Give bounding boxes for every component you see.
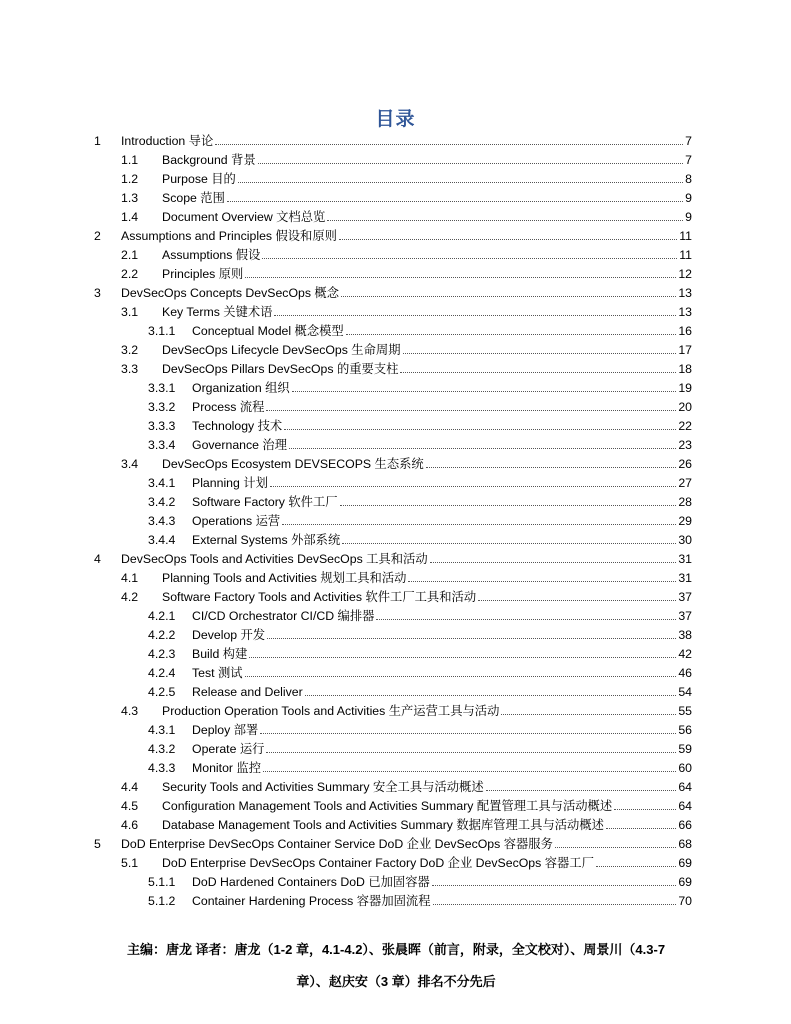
toc-entry[interactable] bbox=[94, 740, 692, 759]
toc-entry-number: 3.3.2 bbox=[148, 400, 176, 414]
toc-dot-leader bbox=[408, 581, 676, 582]
toc-entry-page-number: 16 bbox=[678, 324, 692, 338]
toc-dot-leader bbox=[249, 657, 676, 658]
toc-entry-number: 4.3.3 bbox=[148, 761, 176, 775]
toc-entry-number: 4 bbox=[94, 552, 101, 566]
toc-entry-number: 4.3.2 bbox=[148, 742, 176, 756]
toc-entry-label: Document Overview 文档总览 bbox=[162, 210, 326, 224]
toc-entry[interactable] bbox=[94, 550, 692, 569]
toc-entry-label: DevSecOps Tools and Activities DevSecOps 工具和活动 bbox=[121, 552, 428, 566]
toc-entry-label: Release and Deliver bbox=[192, 685, 303, 699]
toc-entry-page-number: 19 bbox=[678, 381, 692, 395]
toc-entry-label: Deploy 部署 bbox=[192, 723, 259, 737]
toc-entry-number: 4.2.5 bbox=[148, 685, 176, 699]
toc-entry-label: Container Hardening Process 容器加固流程 bbox=[192, 894, 431, 908]
toc-entry-label: DevSecOps Lifecycle DevSecOps 生命周期 bbox=[162, 343, 401, 357]
toc-entry-label: DoD Enterprise DevSecOps Container Service DoD 企业 DevSecOps 容器服务 bbox=[121, 837, 553, 851]
toc-entry-number: 2.1 bbox=[121, 248, 139, 262]
toc-dot-leader bbox=[342, 543, 676, 544]
toc-entry-number: 4.2.2 bbox=[148, 628, 176, 642]
toc-entry[interactable] bbox=[94, 797, 692, 816]
toc-dot-leader bbox=[614, 809, 676, 810]
toc-entry-page-number: 23 bbox=[678, 438, 692, 452]
toc-entry-number: 3 bbox=[94, 286, 101, 300]
toc-dot-leader bbox=[258, 163, 684, 164]
toc-entry-number: 4.2.4 bbox=[148, 666, 176, 680]
toc-entry-page-number: 9 bbox=[685, 191, 692, 205]
toc-entry-number: 3.1 bbox=[121, 305, 139, 319]
toc-entry[interactable] bbox=[94, 436, 692, 455]
toc-entry-label: Principles 原则 bbox=[162, 267, 244, 281]
toc-entry-page-number: 37 bbox=[678, 609, 692, 623]
toc-entry-page-number: 64 bbox=[678, 780, 692, 794]
toc-entry-label: Purpose 目的 bbox=[162, 172, 236, 186]
toc-entry-page-number: 7 bbox=[685, 153, 692, 167]
toc-dot-leader bbox=[305, 695, 677, 696]
toc-entry-label: Software Factory Tools and Activities 软件工厂工具和活动 bbox=[162, 590, 477, 604]
toc-entry-number: 3.2 bbox=[121, 343, 139, 357]
toc-entry-page-number: 17 bbox=[678, 343, 692, 357]
toc-entry-page-number: 26 bbox=[678, 457, 692, 471]
toc-entry-page-number: 29 bbox=[678, 514, 692, 528]
toc-dot-leader bbox=[596, 866, 676, 867]
toc-entry-label: Security Tools and Activities Summary 安全工具与活动概述 bbox=[162, 780, 484, 794]
toc-entry[interactable] bbox=[94, 702, 692, 721]
toc-entry-number: 1.2 bbox=[121, 172, 139, 186]
toc-entry[interactable] bbox=[94, 721, 692, 740]
toc-entry-label: Operate 运行 bbox=[192, 742, 265, 756]
toc-entry-number: 1.4 bbox=[121, 210, 139, 224]
toc-dot-leader bbox=[245, 277, 676, 278]
toc-entry-page-number: 42 bbox=[678, 647, 692, 661]
toc-entry-label: External Systems 外部系统 bbox=[192, 533, 341, 547]
toc-entry-label: Production Operation Tools and Activities 生产运营工具与活动 bbox=[162, 704, 500, 718]
toc-entry-label: Introduction 导论 bbox=[121, 134, 214, 148]
toc-dot-leader bbox=[346, 334, 677, 335]
toc-entry-page-number: 22 bbox=[678, 419, 692, 433]
toc-entry-number: 1.1 bbox=[121, 153, 139, 167]
toc-entry[interactable] bbox=[94, 284, 692, 303]
toc-entry[interactable] bbox=[94, 607, 692, 626]
toc-entry[interactable] bbox=[94, 379, 692, 398]
toc-entry-page-number: 31 bbox=[678, 552, 692, 566]
toc-entry-page-number: 38 bbox=[678, 628, 692, 642]
toc-entry-page-number: 13 bbox=[678, 286, 692, 300]
toc-entry[interactable] bbox=[94, 778, 692, 797]
toc-dot-leader bbox=[327, 220, 683, 221]
toc-entry-page-number: 60 bbox=[678, 761, 692, 775]
toc-entry-page-number: 68 bbox=[678, 837, 692, 851]
toc-entry[interactable] bbox=[94, 341, 692, 360]
toc-dot-leader bbox=[432, 885, 676, 886]
toc-entry-page-number: 37 bbox=[678, 590, 692, 604]
toc-entry[interactable] bbox=[94, 645, 692, 664]
toc-entry-label: Technology 技术 bbox=[192, 419, 283, 433]
toc-dot-leader bbox=[340, 505, 677, 506]
toc-entry-label: Organization 组织 bbox=[192, 381, 290, 395]
toc-entry-label: Test 测试 bbox=[192, 666, 243, 680]
toc-entry-label: Key Terms 关键术语 bbox=[162, 305, 273, 319]
toc-dot-leader bbox=[430, 562, 677, 563]
toc-entry-page-number: 31 bbox=[678, 571, 692, 585]
toc-entry-number: 2.2 bbox=[121, 267, 139, 281]
toc-entry[interactable] bbox=[94, 873, 692, 892]
toc-dot-leader bbox=[266, 752, 676, 753]
toc-entry-label: DevSecOps Pillars DevSecOps 的重要支柱 bbox=[162, 362, 399, 376]
toc-dot-leader bbox=[555, 847, 676, 848]
toc-entry[interactable] bbox=[94, 360, 692, 379]
toc-dot-leader bbox=[215, 144, 683, 145]
toc-entry-label: Planning 计划 bbox=[192, 476, 268, 490]
toc-entry-number: 3.3.3 bbox=[148, 419, 176, 433]
toc-entry[interactable] bbox=[94, 398, 692, 417]
toc-entry-number: 5.1 bbox=[121, 856, 139, 870]
toc-entry-page-number: 55 bbox=[678, 704, 692, 718]
toc-entry[interactable] bbox=[94, 132, 692, 151]
toc-entry[interactable] bbox=[94, 512, 692, 531]
toc-entry-label: Database Management Tools and Activities Summary 数据库管理工具与活动概述 bbox=[162, 818, 604, 832]
toc-entry-label: Assumptions and Principles 假设和原则 bbox=[121, 229, 337, 243]
toc-entry[interactable] bbox=[94, 322, 692, 341]
toc-entry-number: 5 bbox=[94, 837, 101, 851]
credits-line-1: 主编：唐龙 译者：唐龙（1-2 章，4.1-4.2）、张晨晖（前言，附录，全文校对）、周景川（4.3-7 bbox=[126, 942, 666, 957]
toc-entry-label: DevSecOps Ecosystem DEVSECOPS 生态系统 bbox=[162, 457, 424, 471]
toc-entry[interactable] bbox=[94, 664, 692, 683]
toc-entry-page-number: 8 bbox=[685, 172, 692, 186]
toc-entry[interactable] bbox=[94, 170, 692, 189]
toc-entry-label: Governance 治理 bbox=[192, 438, 288, 452]
toc-entry-label: DoD Hardened Containers DoD 已加固容器 bbox=[192, 875, 430, 889]
toc-dot-leader bbox=[341, 296, 676, 297]
toc-entry[interactable] bbox=[94, 683, 692, 702]
toc-dot-leader bbox=[267, 638, 676, 639]
toc-entry-label: Build 构建 bbox=[192, 647, 248, 661]
toc-dot-leader bbox=[284, 429, 676, 430]
toc-entry[interactable] bbox=[94, 455, 692, 474]
toc-entry[interactable] bbox=[94, 151, 692, 170]
toc-entry-label: Configuration Management Tools and Activities Summary 配置管理工具与活动概述 bbox=[162, 799, 613, 813]
toc-entry-number: 4.1 bbox=[121, 571, 139, 585]
toc-entry-number: 4.4 bbox=[121, 780, 139, 794]
toc-entry-label: Assumptions 假设 bbox=[162, 248, 261, 262]
toc-entry-page-number: 70 bbox=[678, 894, 692, 908]
toc-entry[interactable] bbox=[94, 854, 692, 873]
toc-entry[interactable] bbox=[94, 189, 692, 208]
toc-dot-leader bbox=[426, 467, 677, 468]
toc-entry[interactable] bbox=[94, 835, 692, 854]
table-of-contents bbox=[94, 132, 692, 911]
toc-entry[interactable] bbox=[94, 816, 692, 835]
toc-entry[interactable] bbox=[94, 569, 692, 588]
toc-entry-page-number: 20 bbox=[678, 400, 692, 414]
toc-entry[interactable] bbox=[94, 265, 692, 284]
toc-entry[interactable] bbox=[94, 892, 692, 911]
toc-entry[interactable] bbox=[94, 759, 692, 778]
toc-dot-leader bbox=[606, 828, 676, 829]
toc-entry-number: 4.2 bbox=[121, 590, 139, 604]
toc-dot-leader bbox=[263, 771, 676, 772]
toc-dot-leader bbox=[289, 448, 676, 449]
toc-entry-page-number: 12 bbox=[678, 267, 692, 281]
toc-entry-label: Scope 范围 bbox=[162, 191, 225, 205]
toc-dot-leader bbox=[238, 182, 683, 183]
toc-entry-label: Develop 开发 bbox=[192, 628, 266, 642]
toc-entry-number: 4.2.3 bbox=[148, 647, 176, 661]
toc-entry-number: 4.5 bbox=[121, 799, 139, 813]
toc-entry-page-number: 11 bbox=[679, 229, 692, 243]
toc-entry-page-number: 46 bbox=[678, 666, 692, 680]
toc-entry-number: 3.4.3 bbox=[148, 514, 176, 528]
toc-dot-leader bbox=[260, 733, 676, 734]
toc-entry-label: Background 背景 bbox=[162, 153, 256, 167]
toc-entry-number: 3.4.1 bbox=[148, 476, 176, 490]
toc-entry[interactable] bbox=[94, 227, 692, 246]
toc-entry-number: 3.3.4 bbox=[148, 438, 176, 452]
toc-entry-page-number: 13 bbox=[678, 305, 692, 319]
toc-entry-page-number: 30 bbox=[678, 533, 692, 547]
toc-entry-page-number: 11 bbox=[679, 248, 692, 262]
toc-entry-number: 4.3.1 bbox=[148, 723, 176, 737]
toc-entry[interactable] bbox=[94, 303, 692, 322]
toc-entry[interactable] bbox=[94, 588, 692, 607]
toc-entry[interactable] bbox=[94, 493, 692, 512]
toc-entry-number: 3.4 bbox=[121, 457, 139, 471]
toc-entry-number: 3.4.4 bbox=[148, 533, 176, 547]
toc-entry-label: Conceptual Model 概念模型 bbox=[192, 324, 344, 338]
toc-entry-number: 4.6 bbox=[121, 818, 139, 832]
toc-entry[interactable] bbox=[94, 417, 692, 436]
toc-dot-leader bbox=[339, 239, 677, 240]
toc-dot-leader bbox=[433, 904, 677, 905]
toc-entry-label: Software Factory 软件工厂 bbox=[192, 495, 338, 509]
toc-entry-number: 5.1.1 bbox=[148, 875, 176, 889]
toc-entry-label: CI/CD Orchestrator CI/CD 编排器 bbox=[192, 609, 375, 623]
toc-dot-leader bbox=[501, 714, 676, 715]
toc-dot-leader bbox=[262, 258, 677, 259]
toc-entry-number: 4.3 bbox=[121, 704, 139, 718]
toc-dot-leader bbox=[245, 676, 677, 677]
toc-entry-page-number: 69 bbox=[678, 856, 692, 870]
toc-entry-number: 3.3.1 bbox=[148, 381, 176, 395]
toc-dot-leader bbox=[478, 600, 676, 601]
toc-entry-page-number: 66 bbox=[678, 818, 692, 832]
toc-entry-page-number: 9 bbox=[685, 210, 692, 224]
credits bbox=[80, 934, 712, 998]
toc-entry[interactable] bbox=[94, 474, 692, 493]
toc-entry-page-number: 18 bbox=[678, 362, 692, 376]
toc-entry-page-number: 64 bbox=[678, 799, 692, 813]
toc-dot-leader bbox=[400, 372, 676, 373]
toc-entry-number: 3.1.1 bbox=[148, 324, 176, 338]
toc-entry-page-number: 7 bbox=[685, 134, 692, 148]
toc-dot-leader bbox=[486, 790, 677, 791]
toc-entry-page-number: 27 bbox=[678, 476, 692, 490]
toc-entry-number: 2 bbox=[94, 229, 101, 243]
toc-dot-leader bbox=[282, 524, 676, 525]
toc-entry[interactable] bbox=[94, 246, 692, 265]
toc-entry-label: DevSecOps Concepts DevSecOps 概念 bbox=[121, 286, 340, 300]
toc-entry-label: Planning Tools and Activities 规划工具和活动 bbox=[162, 571, 407, 585]
toc-entry-page-number: 54 bbox=[678, 685, 692, 699]
toc-entry-number: 1.3 bbox=[121, 191, 139, 205]
toc-entry-number: 4.2.1 bbox=[148, 609, 176, 623]
toc-entry-label: Monitor 监控 bbox=[192, 761, 262, 775]
toc-entry-number: 1 bbox=[94, 134, 101, 148]
toc-entry[interactable] bbox=[94, 626, 692, 645]
toc-entry-page-number: 59 bbox=[678, 742, 692, 756]
toc-entry-number: 5.1.2 bbox=[148, 894, 176, 908]
toc-dot-leader bbox=[274, 315, 676, 316]
toc-entry-number: 3.4.2 bbox=[148, 495, 176, 509]
toc-dot-leader bbox=[376, 619, 676, 620]
toc-entry-number: 3.3 bbox=[121, 362, 139, 376]
toc-dot-leader bbox=[270, 486, 676, 487]
toc-dot-leader bbox=[403, 353, 677, 354]
toc-entry[interactable] bbox=[94, 531, 692, 550]
toc-entry-page-number: 56 bbox=[678, 723, 692, 737]
toc-entry-label: Process 流程 bbox=[192, 400, 265, 414]
toc-dot-leader bbox=[292, 391, 677, 392]
toc-entry-page-number: 28 bbox=[678, 495, 692, 509]
toc-entry-label: Operations 运营 bbox=[192, 514, 281, 528]
toc-dot-leader bbox=[266, 410, 676, 411]
toc-entry[interactable] bbox=[94, 208, 692, 227]
credits-line-2: 章）、赵庆安（3 章）排名不分先后 bbox=[296, 974, 496, 989]
toc-entry-label: DoD Enterprise DevSecOps Container Factory DoD 企业 DevSecOps 容器工厂 bbox=[162, 856, 594, 870]
toc-dot-leader bbox=[227, 201, 683, 202]
toc-title: 目录 bbox=[375, 109, 416, 130]
toc-entry-page-number: 69 bbox=[678, 875, 692, 889]
